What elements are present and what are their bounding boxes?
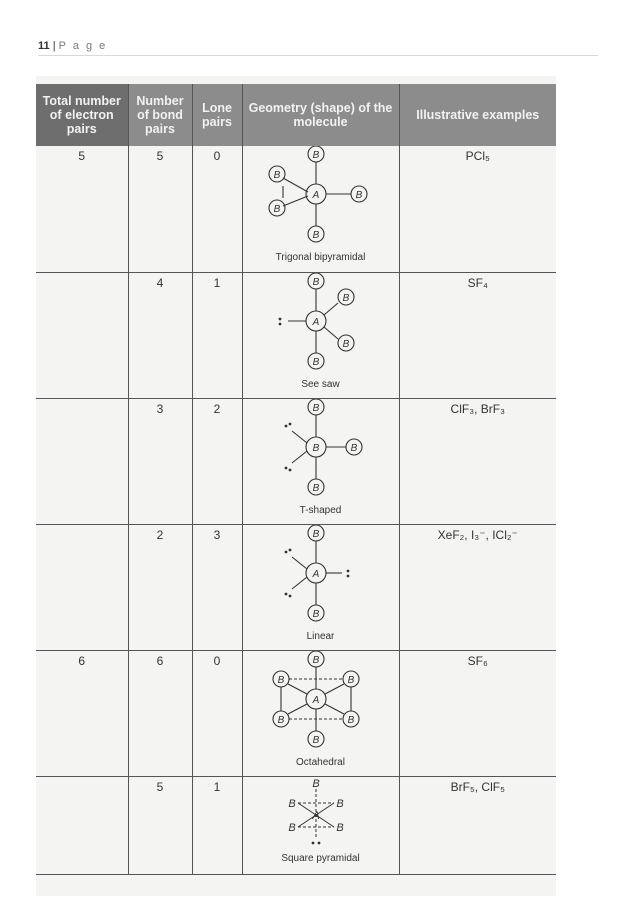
- atom-b-label: B: [312, 276, 319, 288]
- shape-name: T-shaped: [299, 504, 342, 516]
- shape-name: Square pyramidal: [281, 852, 360, 864]
- total-pairs-cell: [36, 398, 128, 524]
- table-header-row: [36, 84, 556, 146]
- geometry-cell: [242, 776, 399, 874]
- header-geometry: Geometry (shape) of the molecule: [242, 84, 399, 146]
- atom-b-label: B: [311, 777, 320, 790]
- header-rule: [38, 55, 598, 56]
- atom-a-label: A: [311, 809, 320, 822]
- see-saw-diagram: [246, 273, 396, 381]
- total-pairs-cell: 5: [36, 146, 128, 272]
- example-cell: ClF₃, BrF₃: [399, 398, 556, 524]
- header-lone-pairs: Lone pairs: [192, 84, 242, 146]
- total-pairs-cell: 6: [36, 650, 128, 776]
- example-cell: SF₄: [399, 272, 556, 398]
- page-separator: |: [52, 40, 56, 52]
- atom-a-label: A: [312, 694, 319, 706]
- table-row: [36, 524, 556, 650]
- vsepr-geometry-table: [36, 84, 556, 875]
- header-examples: Illustrative examples: [399, 84, 556, 146]
- table-row: [36, 650, 556, 776]
- atom-b-label: B: [335, 821, 344, 834]
- lone-pairs-cell: 2: [192, 398, 242, 524]
- square-pyramidal-diagram: [246, 777, 396, 855]
- page-header: [38, 40, 107, 52]
- atom-b-label: B: [312, 734, 319, 746]
- bond-pairs-cell: 5: [128, 146, 192, 272]
- bond-pairs-cell: 5: [128, 776, 192, 874]
- total-pairs-cell: [36, 776, 128, 874]
- bond-pairs-cell: 4: [128, 272, 192, 398]
- lone-pairs-cell: 0: [192, 650, 242, 776]
- atom-b-label: B: [312, 528, 319, 540]
- atom-b-label: B: [312, 442, 319, 454]
- shape-name: Linear: [306, 630, 335, 642]
- geometry-cell: [242, 650, 399, 776]
- geometry-cell: [242, 398, 399, 524]
- linear-diagram: [246, 525, 396, 633]
- header-total-electron-pairs: Total number of electron pairs: [36, 84, 128, 146]
- atom-b-label: B: [312, 654, 319, 666]
- atom-b-label: B: [277, 674, 284, 686]
- octahedral-diagram: [246, 651, 396, 759]
- bond-pairs-cell: 2: [128, 524, 192, 650]
- atom-b-label: B: [312, 402, 319, 414]
- total-pairs-cell: [36, 272, 128, 398]
- atom-a-label: A: [312, 316, 319, 328]
- atom-b-label: B: [273, 204, 280, 215]
- trigonal-bipyramidal-diagram: [246, 146, 396, 254]
- example-cell: PCl₅: [399, 146, 556, 272]
- lone-pairs-cell: 0: [192, 146, 242, 272]
- geometry-cell: [242, 272, 399, 398]
- atom-a-label: A: [312, 190, 319, 201]
- bond-pairs-cell: 6: [128, 650, 192, 776]
- total-pairs-cell: [36, 524, 128, 650]
- atom-b-label: B: [287, 797, 296, 810]
- table-row: [36, 272, 556, 398]
- atom-b-label: B: [277, 714, 284, 726]
- atom-b-label: B: [335, 797, 344, 810]
- atom-b-label: B: [273, 170, 280, 181]
- table-row: [36, 776, 556, 874]
- atom-b-label: B: [350, 442, 357, 454]
- lone-pairs-cell: 1: [192, 272, 242, 398]
- page-label: P a g e: [58, 40, 108, 52]
- bond-pairs-cell: 3: [128, 398, 192, 524]
- geometry-cell: [242, 146, 399, 272]
- atom-b-label: B: [342, 338, 349, 350]
- shape-name: Trigonal bipyramidal: [275, 252, 366, 263]
- shape-name: Octahedral: [296, 756, 345, 768]
- atom-b-label: B: [355, 190, 362, 201]
- lone-pairs-cell: 1: [192, 776, 242, 874]
- page-number: 11: [38, 40, 50, 52]
- example-cell: SF₆: [399, 650, 556, 776]
- table-row: [36, 146, 556, 272]
- lone-pairs-cell: 3: [192, 524, 242, 650]
- atom-b-label: B: [287, 821, 296, 834]
- atom-a-label: A: [312, 568, 319, 580]
- atom-b-label: B: [312, 482, 319, 494]
- atom-b-label: B: [312, 230, 319, 241]
- atom-b-label: B: [347, 674, 354, 686]
- geometry-cell: [242, 524, 399, 650]
- t-shaped-diagram: [246, 399, 396, 507]
- atom-b-label: B: [342, 292, 349, 304]
- atom-b-label: B: [312, 150, 319, 161]
- table-row: [36, 398, 556, 524]
- header-bond-pairs: Number of bond pairs: [128, 84, 192, 146]
- atom-b-label: B: [312, 356, 319, 368]
- shape-name: See saw: [301, 378, 340, 390]
- example-cell: XeF₂, I₃⁻, ICl₂⁻: [399, 524, 556, 650]
- atom-b-label: B: [312, 608, 319, 620]
- example-cell: BrF₅, ClF₅: [399, 776, 556, 874]
- atom-b-label: B: [347, 714, 354, 726]
